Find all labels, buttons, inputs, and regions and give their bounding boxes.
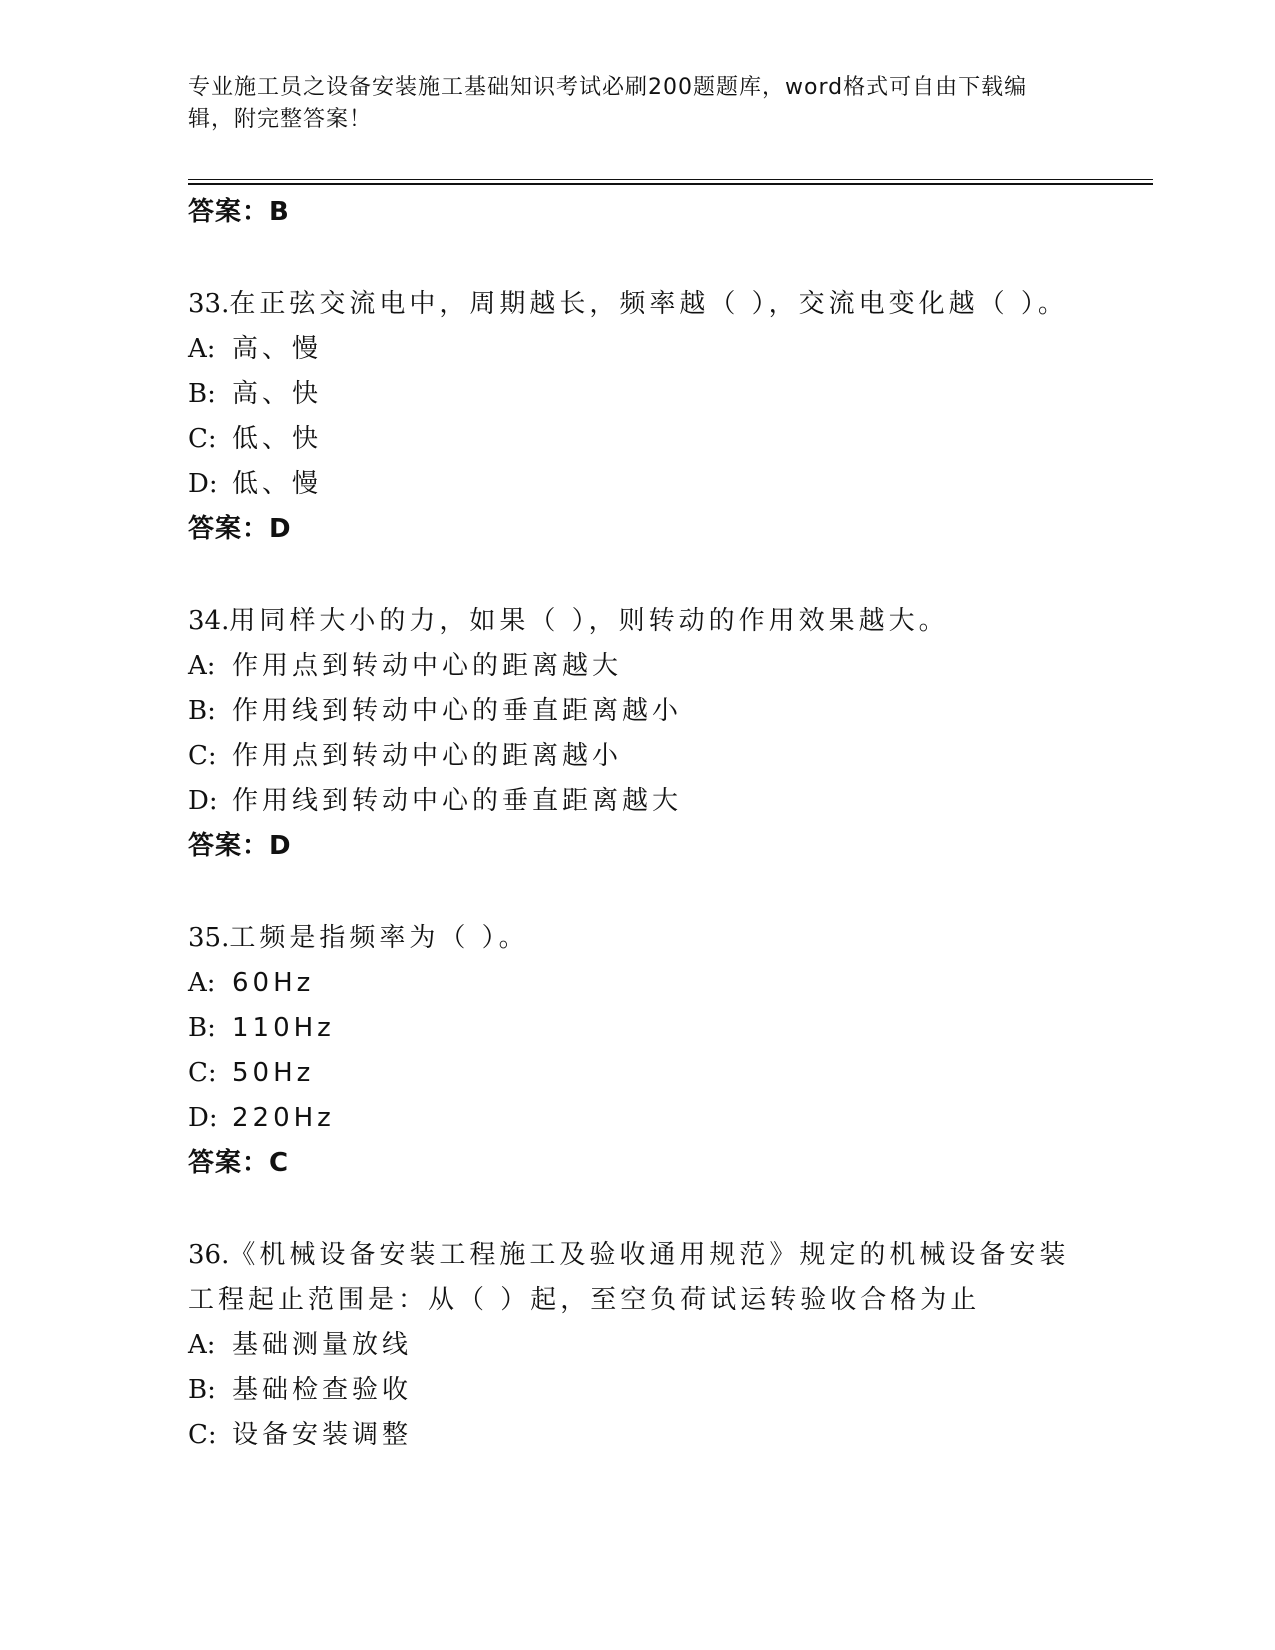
question-text: 用同样大小的力，如果（ ），则转动的作用效果越大。 xyxy=(229,606,949,636)
option-b xyxy=(188,689,1088,734)
option-c xyxy=(188,734,1088,779)
spacer xyxy=(188,235,1088,282)
answer-35: 答案：C xyxy=(188,1148,290,1178)
option-letter: C: xyxy=(188,1058,217,1088)
option-letter: D: xyxy=(188,469,218,499)
option-text: 220Hz xyxy=(232,1103,335,1133)
option-letter: C: xyxy=(188,1420,217,1450)
spacer xyxy=(188,869,1088,916)
option-letter: A: xyxy=(188,968,216,998)
option-text: 作用点到转动中心的距离越大 xyxy=(232,651,623,681)
question-34 xyxy=(188,599,1088,644)
option-text: 低、慢 xyxy=(232,469,323,499)
option-letter: B: xyxy=(188,1375,216,1405)
option-text: 作用点到转动中心的距离越小 xyxy=(232,741,623,771)
option-letter: A: xyxy=(188,651,216,681)
option-letter: C: xyxy=(188,424,217,454)
option-c xyxy=(188,417,1088,462)
option-c xyxy=(188,1413,1088,1458)
option-letter: A: xyxy=(188,334,216,364)
question-number: 33. xyxy=(188,289,230,319)
question-36 xyxy=(188,1233,1078,1323)
option-text: 高、慢 xyxy=(232,334,323,364)
question-number: 35. xyxy=(188,923,230,953)
option-b xyxy=(188,372,1088,417)
question-list xyxy=(188,190,1088,1458)
option-a xyxy=(188,644,1088,689)
option-d xyxy=(188,462,1088,507)
option-text: 60Hz xyxy=(232,968,315,998)
page-header: 专业施工员之设备安装施工基础知识考试必刷200题题库，word格式可自由下载编辑，附完整答案！ xyxy=(188,75,1028,132)
option-letter: A: xyxy=(188,1330,216,1360)
option-letter: C: xyxy=(188,741,217,771)
option-d xyxy=(188,1096,1088,1141)
answer-33: 答案：D xyxy=(188,514,292,544)
option-letter: B: xyxy=(188,1013,216,1043)
option-d xyxy=(188,779,1088,824)
option-text: 作用线到转动中心的垂直距离越大 xyxy=(232,786,683,816)
spacer xyxy=(188,552,1088,599)
question-35 xyxy=(188,916,1088,961)
option-letter: B: xyxy=(188,379,216,409)
option-a xyxy=(188,327,1088,372)
option-text: 低、快 xyxy=(232,424,323,454)
question-text: 在正弦交流电中，周期越长，频率越（ ），交流电变化越（ ）。 xyxy=(229,289,1068,319)
option-a xyxy=(188,961,1088,1006)
answer-32: 答案：B xyxy=(188,197,290,227)
option-text: 高、快 xyxy=(232,379,323,409)
option-letter: B: xyxy=(188,696,216,726)
option-text: 50Hz xyxy=(232,1058,315,1088)
option-a xyxy=(188,1323,1088,1368)
option-text: 设备安装调整 xyxy=(232,1420,413,1450)
header-rule-thick xyxy=(188,183,1153,185)
header-rule-thin xyxy=(188,179,1153,180)
question-text: 《机械设备安装工程施工及验收通用规范》规定的机械设备安装工程起止范围是：从（ ）起，至空负荷试运转验收合格为止 xyxy=(188,1240,1070,1315)
option-b xyxy=(188,1006,1088,1051)
option-b xyxy=(188,1368,1088,1413)
option-letter: D: xyxy=(188,1103,218,1133)
option-letter: D: xyxy=(188,786,218,816)
option-c xyxy=(188,1051,1088,1096)
question-text: 工频是指频率为（ ）。 xyxy=(229,923,529,953)
option-text: 110Hz xyxy=(232,1013,335,1043)
option-text: 作用线到转动中心的垂直距离越小 xyxy=(232,696,683,726)
option-text: 基础检查验收 xyxy=(232,1375,413,1405)
spacer xyxy=(188,1186,1088,1233)
question-number: 36. xyxy=(188,1240,230,1270)
answer-34: 答案：D xyxy=(188,831,292,861)
question-number: 34. xyxy=(188,606,230,636)
question-33 xyxy=(188,282,1088,327)
option-text: 基础测量放线 xyxy=(232,1330,413,1360)
